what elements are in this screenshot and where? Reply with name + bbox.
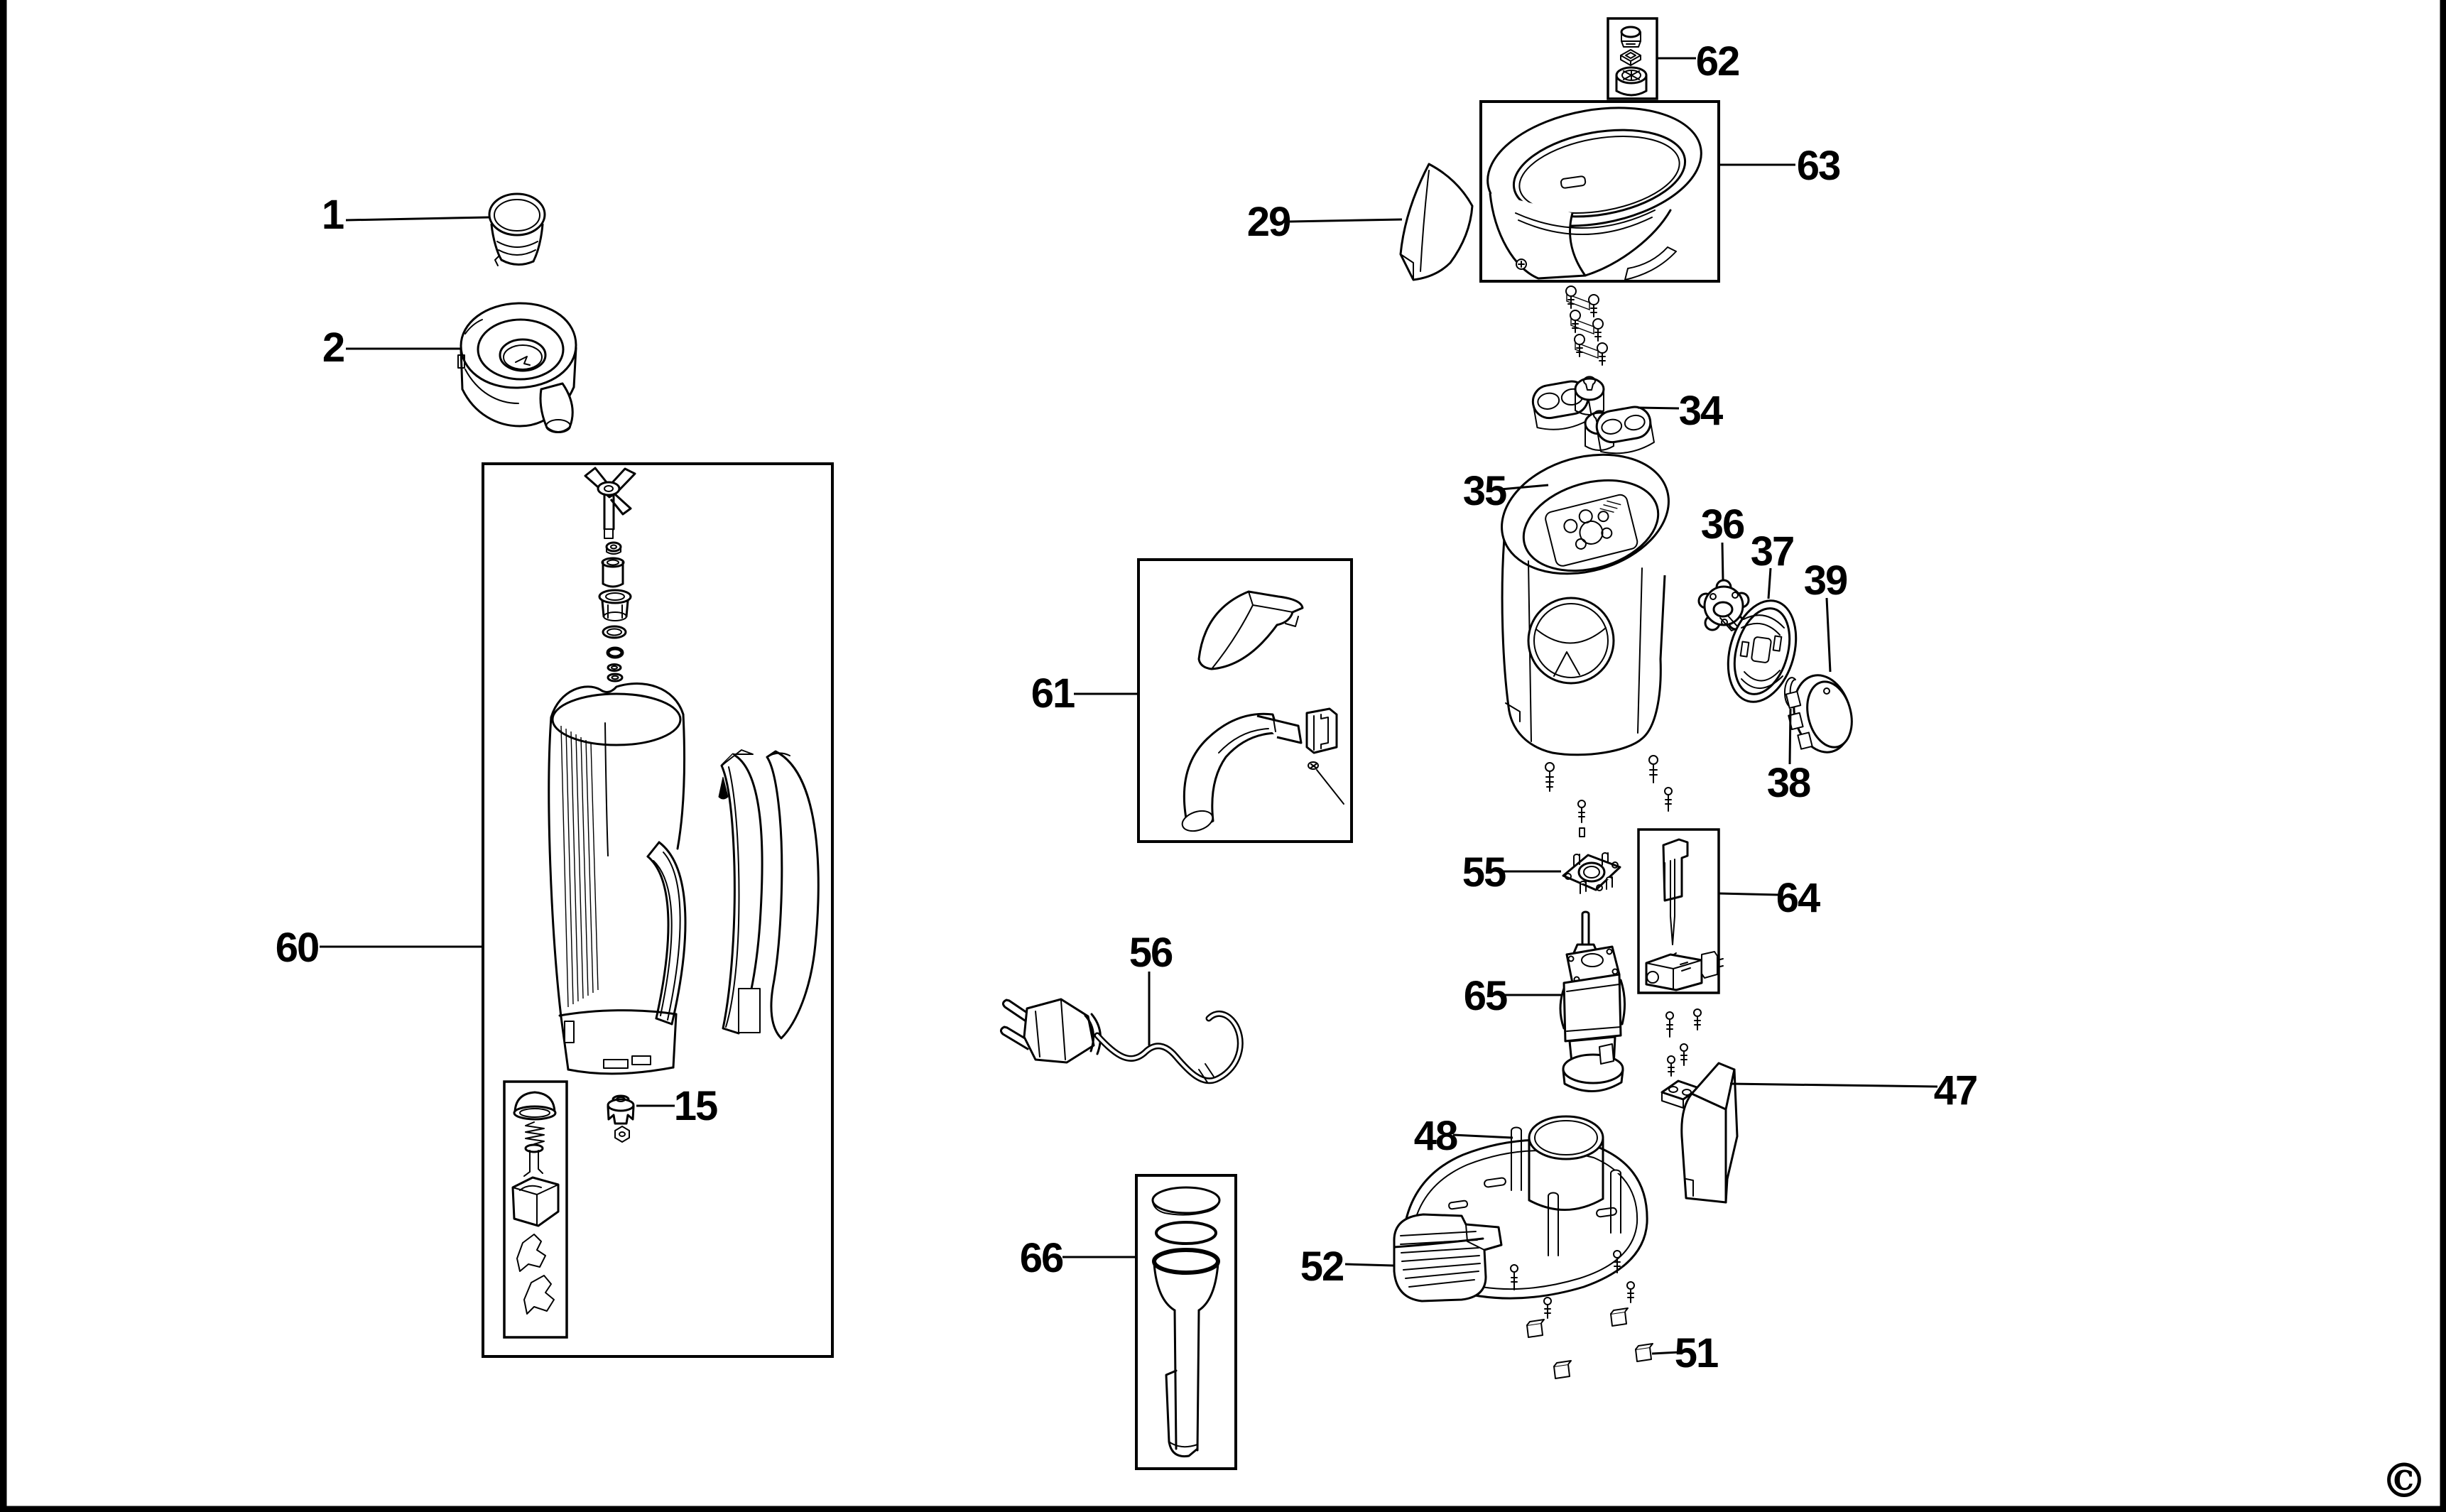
main-housing-drawing [1488,436,1683,755]
part-label-48: 48 [1413,1113,1457,1159]
blade-assembly-drawing [585,468,635,538]
leader-line-1 [346,217,489,220]
spout-piece-drawing [1199,592,1303,669]
lever-arm-drawing [1180,714,1301,834]
leader-line-36 [1722,543,1723,581]
leader-line-48 [1453,1135,1513,1138]
jug-assembly-box [483,464,832,1356]
copyright-mark: © [2381,1453,2428,1508]
part-label-51: 51 [1674,1330,1718,1376]
leader-line-64 [1719,893,1779,895]
part-label-63: 63 [1796,143,1840,189]
collar-ring-box [1478,92,1719,281]
leader-line-39 [1827,598,1830,672]
cover-shield-drawing [1401,164,1472,280]
handle-cover-pieces-drawing [719,750,818,1038]
part-label-47: 47 [1933,1067,1977,1114]
part-label-35: 35 [1462,468,1506,514]
jug-drawing [549,684,685,1074]
part-label-39: 39 [1803,558,1847,604]
pusher-box [1136,1175,1236,1469]
part-label-1: 1 [321,192,344,238]
spout-lever-box [1138,560,1352,842]
part-label-29: 29 [1246,199,1290,245]
valve-parts-box [504,1082,567,1337]
part-label-38: 38 [1766,760,1810,806]
part-label-65: 65 [1463,973,1507,1019]
knob-drawing [1783,669,1859,758]
lid-drawing [458,303,576,433]
housing-screws-drawing [1545,756,1672,837]
leader-line-47 [1730,1084,1937,1087]
part-label-36: 36 [1700,501,1744,548]
coupling-drawing [608,1096,634,1142]
grommets-drawing [1531,376,1656,457]
part-label-60: 60 [275,925,319,971]
rubber-feet-drawing [1527,1308,1653,1378]
part-label-2: 2 [322,325,344,371]
screw-set-drawing [1566,286,1607,365]
part-label-55: 55 [1462,849,1506,896]
part-label-52: 52 [1300,1244,1344,1290]
power-cord-drawing [1001,999,1240,1082]
spindle-washer-stack-drawing [599,543,631,681]
part-label-66: 66 [1019,1235,1063,1281]
part-label-56: 56 [1129,930,1173,976]
switch-assembly-box [1638,830,1723,993]
part-label-15: 15 [673,1083,717,1129]
part-label-34: 34 [1678,388,1722,434]
screw-with-pointer-drawing [1308,762,1344,804]
part-label-61: 61 [1031,670,1075,717]
cap-nut-damper-box [1608,18,1657,99]
motor-drawing [1560,912,1625,1092]
measuring-cup-drawing [489,194,545,266]
micro-switch-drawing [1307,709,1337,753]
part-label-37: 37 [1750,528,1794,575]
part-label-62: 62 [1695,38,1739,85]
bearing-plate-drawing [1563,853,1620,893]
leader-line-52 [1345,1264,1393,1266]
leader-line-29 [1290,219,1402,222]
part-label-64: 64 [1776,875,1820,921]
